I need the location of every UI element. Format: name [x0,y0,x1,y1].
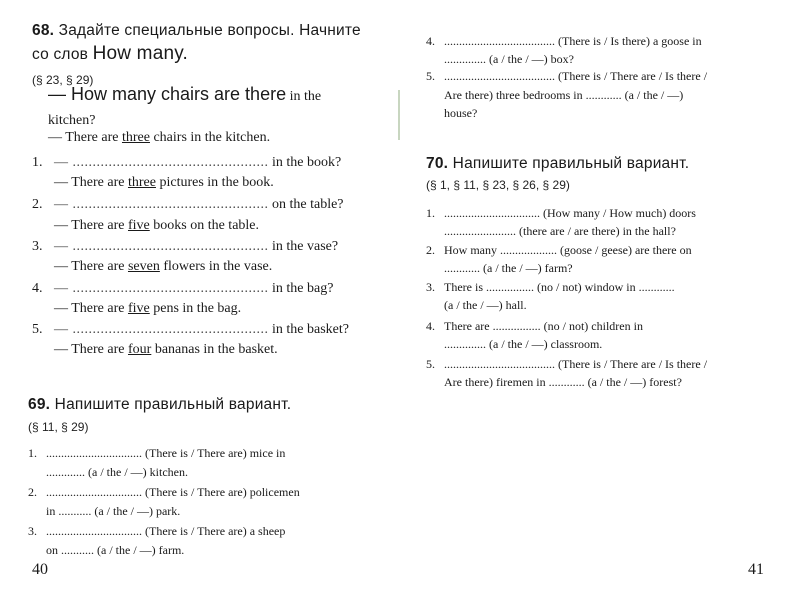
ex70-item-5-line2: Are there) firemen in ............ (a / the / —) forest? [444,375,682,389]
ex70-item-4-line1 [426,319,643,334]
ex68-question-tail: in the basket? [268,322,349,337]
ex70-item-2-line1 [426,243,692,258]
ex68-item-1-question [32,155,341,171]
ex68-item-number: 2. [32,197,43,212]
ex68-item-1-answer [54,175,274,191]
ex68-answer-underlined: seven [127,259,160,274]
ex68-answer-blank: — ................................................. [54,281,269,296]
ex70-item-3-line2: (a / the / —) hall. [444,298,527,312]
exercise-68-title-how-many: How many. [92,43,189,64]
ex69-item-number: 4. [426,34,435,48]
ex69-item-number: 2. [28,485,37,499]
exercise-70-title: Напишите правильный вариант. [452,155,690,172]
ex70-item-text: ..................................... (There is / There are / Is there / [444,357,708,371]
ex68-answer-post: flowers in the vase. [159,259,273,274]
ex69-item-5-line3: house? [444,106,478,120]
exercise-68-number: 68. [32,22,55,39]
ex68-answer-blank: — ................................................. [54,155,269,170]
exercise-69-refs: (§ 11, § 29) [28,420,89,434]
page-number-left: 40 [32,561,48,578]
ex69-item-1-line2: ............. (a / the / —) kitchen. [46,465,188,479]
page-number-right: 41 [748,561,764,578]
ex69-item-1-line1 [28,446,285,461]
exercise-68-heading [32,22,361,40]
ex69-item-text: ................................ (There is / There are) a sheep [46,524,286,538]
ex70-item-3-line1 [426,280,675,295]
ex68-answer-underlined: five [127,301,150,316]
ex68-answer-pre: — There are [54,218,128,233]
ex68-item-3-answer [54,259,272,275]
ex70-item-4-line2: .............. (a / the / —) classroom. [444,337,603,351]
ex69-item-text: ................................ (There is / There are) policemen [46,485,300,499]
ex68-answer-blank: — ................................................. [54,197,269,212]
ex68-answer-pre: — There are [54,301,128,316]
ex69-item-number: 5. [426,69,435,83]
ex68-answer-pre: — There are [54,175,128,190]
ex68-answer-blank: — ................................................. [54,239,269,254]
ex70-item-text: How many ................... (goose / geese) are there on [444,243,692,257]
exercise-70-refs: (§ 1, § 11, § 23, § 26, § 29) [426,178,570,192]
example-question-cont: kitchen? [48,113,96,128]
exercise-70-heading [426,155,689,173]
example-answer-pre: — There are [48,130,122,145]
ex68-answer-underlined: four [127,342,152,357]
example-question-tail: in the [286,89,322,104]
ex68-item-number: 3. [32,239,43,254]
ex70-item-text: There is ................ (no / not) window in ............ [444,280,675,294]
ex68-item-3-question [32,239,338,255]
exercise-69-number: 69. [28,396,51,413]
ex68-answer-underlined: five [127,218,150,233]
ex68-item-4-question [32,281,333,297]
ex70-item-1-line1 [426,206,696,221]
example-answer-post: chairs in the kitchen. [149,130,271,145]
ex69-item-text: ................................ (There is / There are) mice in [46,446,286,460]
exercise-69-heading [28,396,291,414]
exercise-70-number: 70. [426,155,449,172]
ex69-item-number: 3. [28,524,37,538]
ex69-item-2-line1 [28,485,300,500]
ex70-item-number: 1. [426,206,435,220]
ex70-item-text: ................................ (How many / How much) doors [444,206,696,220]
ex69-item-number: 1. [28,446,37,460]
ex68-item-number: 4. [32,281,43,296]
example-answer [48,130,270,146]
ex69-item-4-line1 [426,34,702,49]
right-page [400,0,800,591]
ex70-item-2-line2: ............ (a / the / —) farm? [444,261,573,275]
exercise-68-title-line2: со слов [32,46,93,63]
ex70-item-1-line2: ........................ (there are / are there) in the hall? [444,224,676,238]
example-answer-underlined: three [121,130,150,145]
ex69-item-2-line2: in ........... (a / the / —) park. [46,504,181,518]
ex70-item-text: There are ................ (no / not) children in [444,319,643,333]
example-question-main: — How many chairs are there [48,84,287,104]
ex68-answer-post: books on the table. [149,218,260,233]
ex68-item-5-question [32,322,349,338]
ex69-item-5-line1 [426,69,707,84]
ex68-answer-underlined: three [127,175,156,190]
ex68-answer-pre: — There are [54,342,128,357]
ex69-item-3-line2: on ........... (a / the / —) farm. [46,543,185,557]
ex70-item-number: 4. [426,319,435,333]
ex68-answer-post: pens in the bag. [149,301,242,316]
exercise-68-title-line1: Задайте специальные вопросы. Начните [58,22,361,39]
example-question [48,84,321,105]
ex68-answer-pre: — There are [54,259,128,274]
ex68-question-tail: in the vase? [268,239,339,254]
ex70-item-number: 3. [426,280,435,294]
ex68-answer-blank: — ................................................. [54,322,269,337]
ex68-question-tail: in the bag? [268,281,334,296]
exercise-68-refs: (§ 23, § 29) [32,73,94,87]
ex69-item-5-line2: Are there) three bedrooms in ............ (a / the / —) [444,88,684,102]
ex68-item-2-answer [54,218,259,234]
ex68-item-5-answer [54,342,278,358]
ex68-item-2-question [32,197,344,213]
ex70-item-5-line1 [426,357,707,372]
ex69-item-4-line2: .............. (a / the / —) box? [444,52,574,66]
exercise-68-heading-line2 [32,43,188,65]
exercise-69-title: Напишите правильный вариант. [54,396,292,413]
ex69-item-3-line1 [28,524,285,539]
ex70-item-number: 2. [426,243,435,257]
ex68-item-4-answer [54,301,241,317]
ex68-item-number: 5. [32,322,43,337]
ex68-question-tail: in the book? [268,155,342,170]
ex68-question-tail: on the table? [268,197,344,212]
ex69-item-text: ..................................... (There is / There are / Is there / [444,69,708,83]
ex68-item-number: 1. [32,155,43,170]
ex70-item-number: 5. [426,357,435,371]
ex68-answer-post: bananas in the basket. [151,342,278,357]
ex68-answer-post: pictures in the book. [155,175,274,190]
ex69-item-text: ..................................... (There is / Is there) a goose in [444,34,702,48]
